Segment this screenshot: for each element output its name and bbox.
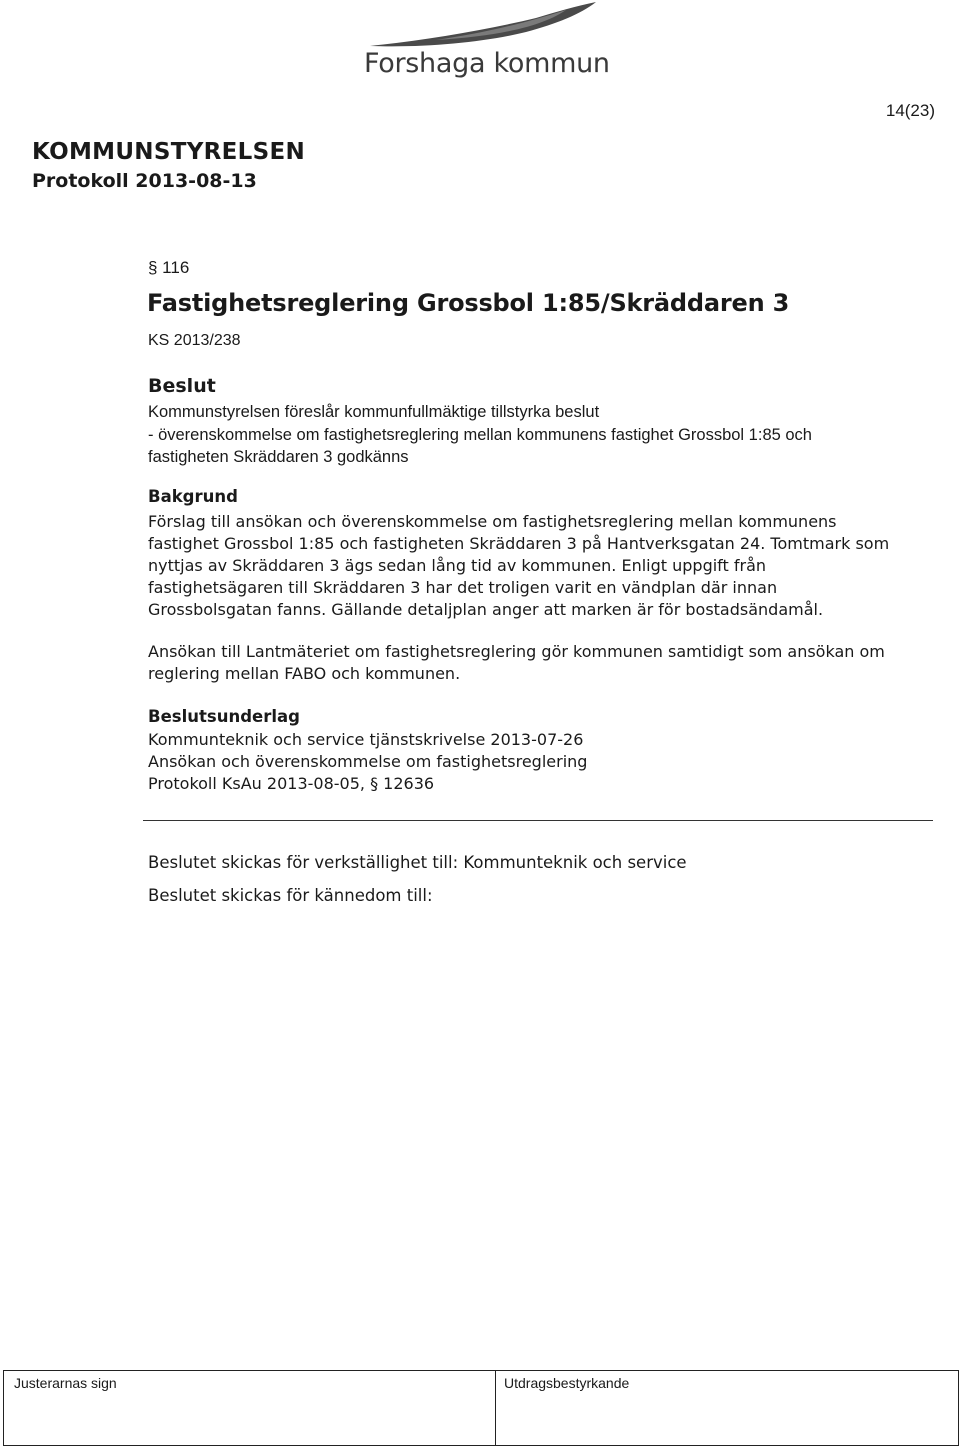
signature-footer [3, 1370, 959, 1446]
application-text [148, 641, 938, 685]
background-line: fastighet Grossbol 1:85 och fastigheten Skräddaren 3 på Hantverksgatan 24. Tomtmark som [148, 534, 890, 553]
decision-text [148, 401, 938, 469]
background-heading: Bakgrund [148, 487, 238, 506]
background-line: fastighetsägaren till Skräddaren 3 har det troligen varit en vändplan där innan [148, 578, 778, 597]
paragraph-number: § 116 [148, 258, 190, 277]
signatures-label: Justerarnas sign [14, 1375, 117, 1391]
basis-list [148, 729, 938, 795]
case-number: KS 2013/238 [148, 332, 241, 349]
application-line: reglering mellan FABO och kommunen. [148, 664, 461, 683]
decision-line: fastigheten Skräddaren 3 godkänns [148, 448, 409, 466]
decision-line: - överenskommelse om fastighetsreglering mellan kommunens fastighet Grossbol 1:85 och [148, 425, 812, 444]
protocol-date: Protokoll 2013-08-13 [32, 170, 257, 192]
background-line: Förslag till ansökan och överenskommelse om fastighetsreglering mellan kommunens [148, 512, 837, 531]
municipality-logo [358, 0, 608, 86]
background-text [148, 511, 938, 621]
page-number: 14(23) [885, 101, 935, 120]
decision-heading: Beslut [148, 375, 216, 397]
basis-heading: Beslutsunderlag [148, 707, 300, 726]
section-divider [143, 820, 933, 821]
basis-item: Kommunteknik och service tjänstskrivelse 2013-07-26 [148, 730, 584, 749]
basis-item: Protokoll KsAu 2013-08-05, § 12636 [148, 774, 435, 793]
distribution-information: Beslutet skickas för kännedom till: [148, 886, 433, 905]
footer-divider [495, 1371, 496, 1445]
background-line: Grossbolsgatan fanns. Gällande detaljplan anger att marken är för bostadsändamål. [148, 600, 824, 619]
decision-line: Kommunstyrelsen föreslår kommunfullmäktige tillstyrka beslut [148, 403, 600, 421]
organization-name: KOMMUNSTYRELSEN [32, 139, 306, 165]
logo-text: Forshaga kommun [364, 48, 610, 79]
background-line: nyttjas av Skräddaren 3 ägs sedan lång tid av kommunen. Enligt uppgift från [148, 556, 767, 575]
forshaga-swoosh-icon [366, 0, 606, 52]
basis-item: Ansökan och överenskommelse om fastighetsreglering [148, 752, 588, 771]
certified-label: Utdragsbestyrkande [504, 1375, 630, 1391]
application-line: Ansökan till Lantmäteriet om fastighetsreglering gör kommunen samtidigt som ansökan om [148, 642, 885, 661]
page-title: Fastighetsreglering Grossbol 1:85/Skräddaren 3 [147, 289, 790, 317]
distribution-execution: Beslutet skickas för verkställighet till: Kommunteknik och service [148, 853, 687, 872]
